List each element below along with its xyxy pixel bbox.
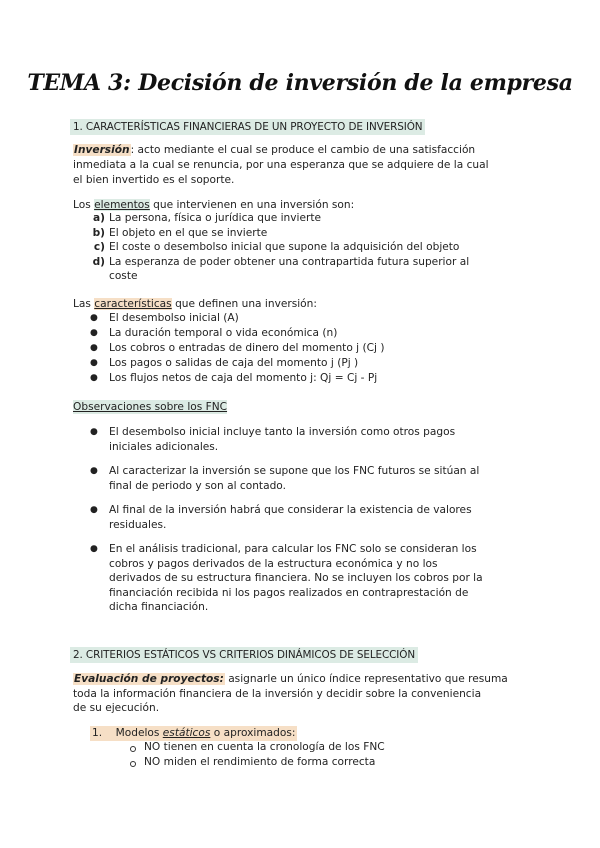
elementos-label-a: a) (93, 212, 105, 224)
bullet-icon: ● (90, 427, 98, 437)
bullet-icon: ● (90, 343, 98, 353)
elementos-label-d: d) (92, 256, 105, 268)
caracteristicas-intro-pre: Las (73, 298, 95, 310)
evaluacion-line-1 (73, 672, 508, 687)
caracteristicas-intro (73, 297, 317, 312)
inversion-line-3: el bien invertido es el soporte. (73, 174, 235, 186)
modelos-pre: Modelos (115, 727, 163, 739)
observacion-2-line-1: Al caracterizar la inversión se supone que los FNC futuros se sitúan al (109, 465, 480, 477)
observacion-1-line-2: iniciales adicionales. (109, 441, 219, 453)
evaluacion-line-3: de su ejecución. (73, 702, 160, 714)
modelos-number: 1. (92, 727, 103, 739)
observacion-3-line-2: residuales. (109, 519, 167, 531)
caracteristicas-intro-post: que definen una inversión: (171, 298, 317, 310)
evaluacion-term: Evaluación de proyectos: (74, 673, 224, 685)
bullet-icon: ● (90, 373, 98, 383)
inversion-text-1: : acto mediante el cual se produce el cambio de una satisfacción (130, 144, 476, 156)
inversion-line-2: inmediata a la cual se renuncia, por una esperanza que se adquiere de la cual (73, 159, 489, 171)
caracteristica-item: Los flujos netos de caja del momento j: Qj = Cj - Pj (109, 372, 378, 384)
circle-bullet-icon (130, 761, 136, 767)
bullet-icon: ● (90, 313, 98, 323)
elementos-item-b: El objeto en el que se invierte (109, 227, 268, 239)
observacion-4-line-2: cobros y pagos derivados de la estructura económica y no los (109, 558, 438, 570)
caracteristica-item: Los cobros o entradas de dinero del momento j (Cj ) (109, 342, 385, 354)
observacion-4-line-4: financiación recibida ni los pagos realizados en contraprestación de (109, 587, 469, 599)
caracteristica-item: La duración temporal o vida económica (n) (109, 327, 338, 339)
modelos-word: estáticos (162, 727, 211, 739)
observaciones-heading-text: Observaciones sobre los FNC (73, 401, 228, 413)
modelos-post: o aproximados: (210, 727, 296, 739)
circle-bullet-icon (130, 746, 136, 752)
caracteristica-item: Los pagos o salidas de caja del momento j (Pj ) (109, 357, 359, 369)
bullet-icon: ● (90, 466, 98, 476)
evaluacion-line-2: toda la información financiera de la inversión y decidir sobre la conveniencia (73, 688, 482, 700)
observacion-4-line-5: dicha financiación. (109, 601, 209, 613)
bullet-icon: ● (90, 358, 98, 368)
modelos-item (90, 726, 297, 741)
elementos-item-a: La persona, física o jurídica que invierte (109, 212, 322, 224)
observacion-2-line-2: final de periodo y son al contado. (109, 480, 286, 492)
modelos-subitem: NO miden el rendimiento de forma correcta (144, 756, 376, 768)
caracteristica-item: El desembolso inicial (A) (109, 312, 239, 324)
elementos-intro-post: que intervienen en una inversión son: (149, 199, 355, 211)
section-2-heading: 2. CRITERIOS ESTÁTICOS VS CRITERIOS DINÁMICOS DE SELECCIÓN (70, 647, 418, 663)
elementos-label-b: b) (92, 227, 105, 239)
elementos-intro-pre: Los (73, 199, 95, 211)
observaciones-heading (73, 400, 227, 415)
elementos-item-d: La esperanza de poder obtener una contrapartida futura superior al (109, 256, 470, 268)
inversion-term: Inversión (74, 144, 130, 156)
caracteristicas-word: características (94, 298, 172, 310)
elementos-word: elementos (94, 199, 150, 211)
evaluacion-text-1: asignarle un único índice representativo que resuma (224, 673, 508, 685)
elementos-item-c: El coste o desembolso inicial que supone la adquisición del objeto (109, 241, 460, 253)
bullet-icon: ● (90, 544, 98, 554)
elementos-label-c: c) (93, 241, 105, 253)
elementos-item-d-cont: coste (109, 270, 138, 282)
observacion-3-line-1: Al final de la inversión habrá que considerar la existencia de valores (109, 504, 472, 516)
modelos-subitem: NO tienen en cuenta la cronología de los FNC (144, 741, 385, 753)
observacion-4-line-3: derivados de su estructura financiera. No se incluyen los cobros por la (109, 572, 483, 584)
page-title: TEMA 3: Decisión de inversión de la empresa (27, 70, 573, 96)
bullet-icon: ● (90, 328, 98, 338)
bullet-icon: ● (90, 505, 98, 515)
section-1-heading: 1. CARACTERÍSTICAS FINANCIERAS DE UN PROYECTO DE INVERSIÓN (70, 119, 425, 135)
observacion-1-line-1: El desembolso inicial incluye tanto la inversión como otros pagos (109, 426, 456, 438)
observacion-4-line-1: En el análisis tradicional, para calcular los FNC solo se consideran los (109, 543, 477, 555)
inversion-line-1 (73, 143, 528, 158)
